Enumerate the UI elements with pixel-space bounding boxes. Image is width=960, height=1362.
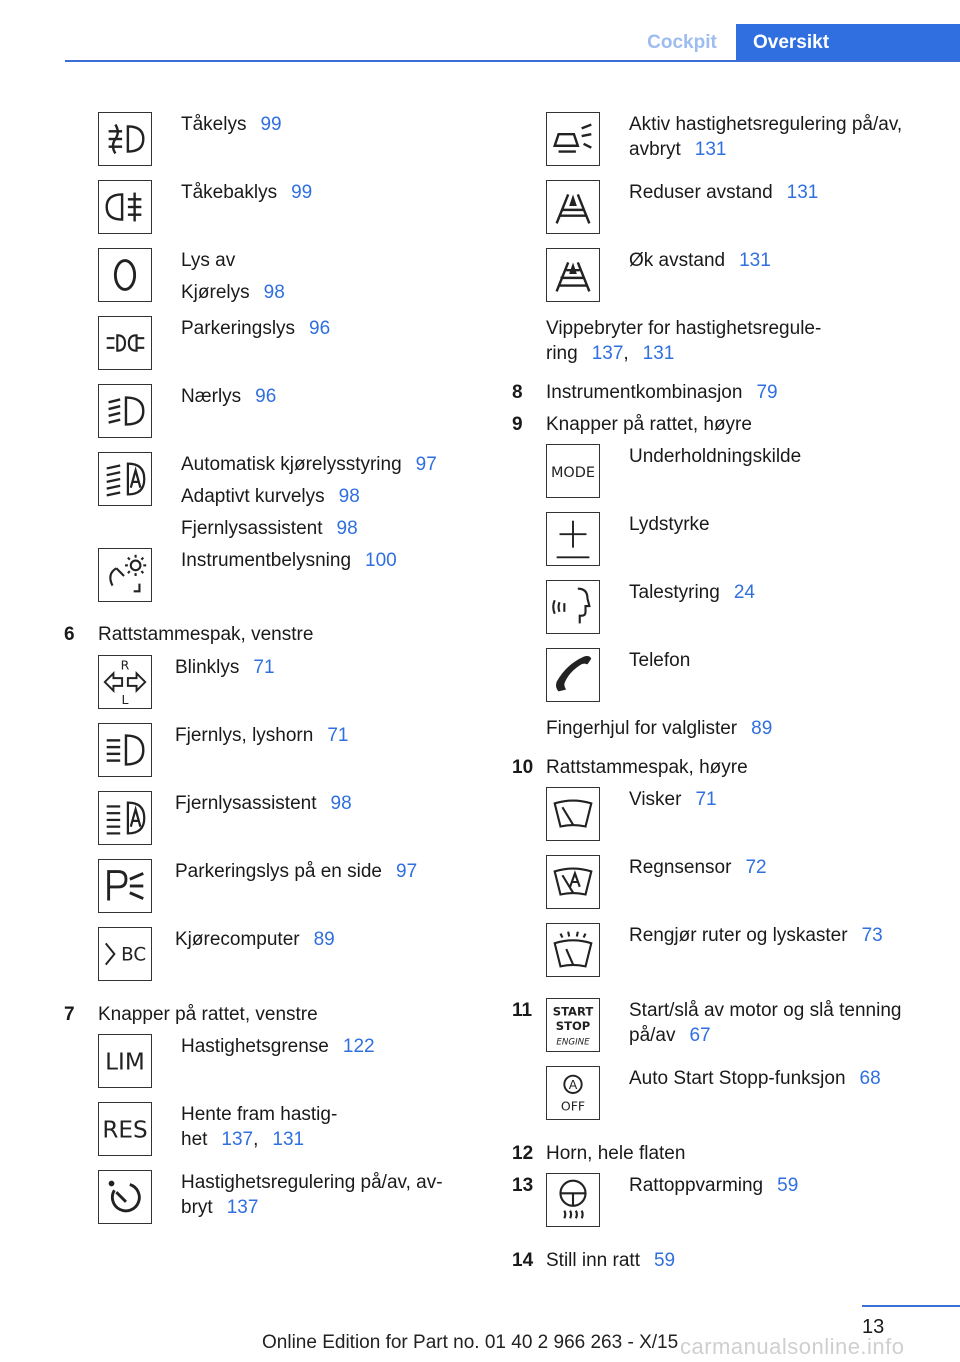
section-number: 11 [512, 1000, 533, 1021]
resume-speed-text-line1: Hente fram hastig- [181, 1104, 338, 1125]
speed-limiter-text: Hastighetsgrense 122 [181, 1036, 375, 1057]
turn-signal-icon [98, 655, 152, 709]
thumbwheel-text: Fingerhjul for valglister 89 [546, 718, 773, 739]
cruise-control-text-line1: Hastighetsregulering på/av, av- [181, 1172, 443, 1193]
lights-off-text: Lys av [181, 250, 236, 271]
icon-letter-r: R [120, 657, 130, 673]
board-computer-icon [98, 927, 152, 981]
rear-fog-light-icon [98, 180, 152, 234]
start-stop-text-line1: Start/slå av motor og slå tenning [629, 1000, 902, 1021]
section-number: 14 [512, 1250, 534, 1271]
steering-heater-icon[interactable] [546, 1173, 600, 1227]
tab-oversikt[interactable]: Oversikt [736, 24, 960, 62]
start-stop-text-line2: på/av 67 [629, 1025, 711, 1046]
auto-headlight-text: Automatisk kjørelysstyring 97 [181, 454, 437, 475]
turn-signal-text: Blinklys 71 [175, 657, 275, 678]
tab-cockpit[interactable]: Cockpit [647, 32, 717, 53]
active-cruise-text-line2: avbryt 131 [629, 139, 727, 160]
adaptive-curve-text: Adaptivt kurvelys 98 [181, 486, 360, 507]
header-rule [65, 60, 960, 62]
section-title: Knapper på rattet, venstre [98, 1004, 318, 1025]
section-number: 10 [512, 757, 534, 778]
front-fog-light-icon [98, 112, 152, 166]
high-beam-text: Fjernlys, lyshorn 71 [175, 725, 349, 746]
washer-icon [546, 923, 600, 977]
parking-lights-text: Parkeringslys 96 [181, 318, 331, 339]
edition-text: Online Edition for Part no. 01 40 2 966 263 - X/15 [262, 1332, 679, 1353]
wiper-text: Visker 71 [629, 789, 717, 810]
reduce-distance-text: Reduser avstand 131 [629, 182, 819, 203]
footer-rule [862, 1305, 960, 1307]
icon-text-start: START [552, 1004, 594, 1019]
auto-start-stop-text: Auto Start Stopp-funksjon 68 [629, 1068, 881, 1089]
one-side-parking-text: Parkeringslys på en side 97 [175, 861, 418, 882]
increase-distance-icon[interactable] [546, 248, 600, 302]
mode-button-icon[interactable] [546, 444, 600, 498]
fog-light-text: Tåkelys 99 [181, 114, 282, 135]
speed-limiter-icon[interactable] [98, 1034, 152, 1088]
wiper-icon [546, 787, 600, 841]
high-beam-assist-text: Fjernlysassistent 98 [181, 518, 358, 539]
voice-control-icon[interactable] [546, 580, 600, 634]
increase-distance-text: Øk avstand 131 [629, 250, 771, 271]
watermark: carmanualsonline.info [680, 1334, 905, 1359]
icon-text-stop: STOP [555, 1018, 591, 1033]
high-beam-icon [98, 723, 152, 777]
section-title: Horn, hele flaten [546, 1143, 686, 1164]
resume-speed-icon[interactable] [98, 1102, 152, 1156]
driving-lights-text: Kjørelys 98 [181, 282, 285, 303]
section-title: Still inn ratt 59 [546, 1250, 676, 1271]
section-title: Rattstammespak, venstre [98, 624, 314, 645]
reduce-distance-icon[interactable] [546, 180, 600, 234]
washer-text: Rengjør ruter og lyskaster 73 [629, 925, 883, 946]
icon-text-lim: LIM [105, 1049, 145, 1076]
icon-letter-l: L [121, 692, 129, 708]
page-number: 13 [862, 1316, 885, 1338]
rain-sensor-icon [546, 855, 600, 909]
section-number: 9 [512, 414, 523, 435]
instrument-lighting-icon [98, 548, 152, 602]
entertainment-source-text: Underholdningskilde [629, 446, 802, 467]
lights-off-icon [98, 248, 152, 302]
voice-control-text: Talestyring 24 [629, 582, 755, 603]
icon-text-bc: BC [121, 944, 147, 966]
icon-text-mode: MODE [550, 464, 596, 481]
rain-sensor-text: Regnsensor 72 [629, 857, 767, 878]
icon-text-engine: ENGINE [556, 1037, 590, 1048]
low-beam-text: Nærlys 96 [181, 386, 277, 407]
low-beam-icon [98, 384, 152, 438]
auto-start-stop-icon[interactable] [546, 1066, 600, 1120]
resume-speed-text-line2: het 137, 131 [181, 1129, 305, 1150]
phone-text: Telefon [629, 650, 691, 671]
icon-text-res: RES [102, 1117, 148, 1144]
icon-text-a: A [568, 1077, 578, 1093]
section-number: 8 [512, 382, 523, 403]
rocker-switch-text-line2: ring 137, 131 [546, 343, 675, 364]
section-title: Rattstammespak, høyre [546, 757, 748, 778]
volume-icon[interactable] [546, 512, 600, 566]
active-cruise-icon[interactable] [546, 112, 600, 166]
rear-fog-text: Tåkebaklys 99 [181, 182, 313, 203]
board-computer-text: Kjørecomputer 89 [175, 929, 335, 950]
section-number: 12 [512, 1143, 534, 1164]
parking-lights-icon [98, 316, 152, 370]
section-number: 13 [512, 1175, 534, 1196]
section-number: 6 [64, 624, 75, 645]
auto-headlight-icon [98, 452, 152, 506]
phone-icon[interactable] [546, 648, 600, 702]
instrument-lighting-text: Instrumentbelysning 100 [181, 550, 397, 571]
start-stop-button-icon[interactable] [546, 998, 600, 1052]
active-cruise-text-line1: Aktiv hastighetsregulering på/av, [629, 114, 903, 135]
cruise-control-icon[interactable] [98, 1170, 152, 1224]
high-beam-assist-icon [98, 791, 152, 845]
steering-heater-text: Rattoppvarming 59 [629, 1175, 799, 1196]
section-title: Knapper på rattet, høyre [546, 414, 752, 435]
volume-text: Lydstyrke [629, 514, 710, 535]
one-side-parking-icon [98, 859, 152, 913]
cruise-control-text-line2: bryt 137 [181, 1197, 259, 1218]
high-beam-assist-text-2: Fjernlysassistent 98 [175, 793, 352, 814]
rocker-switch-text-line1: Vippebryter for hastighetsregule- [546, 318, 822, 339]
section-number: 7 [64, 1004, 75, 1025]
icon-text-off: OFF [560, 1098, 586, 1114]
section-title: Instrumentkombinasjon 79 [546, 382, 778, 403]
